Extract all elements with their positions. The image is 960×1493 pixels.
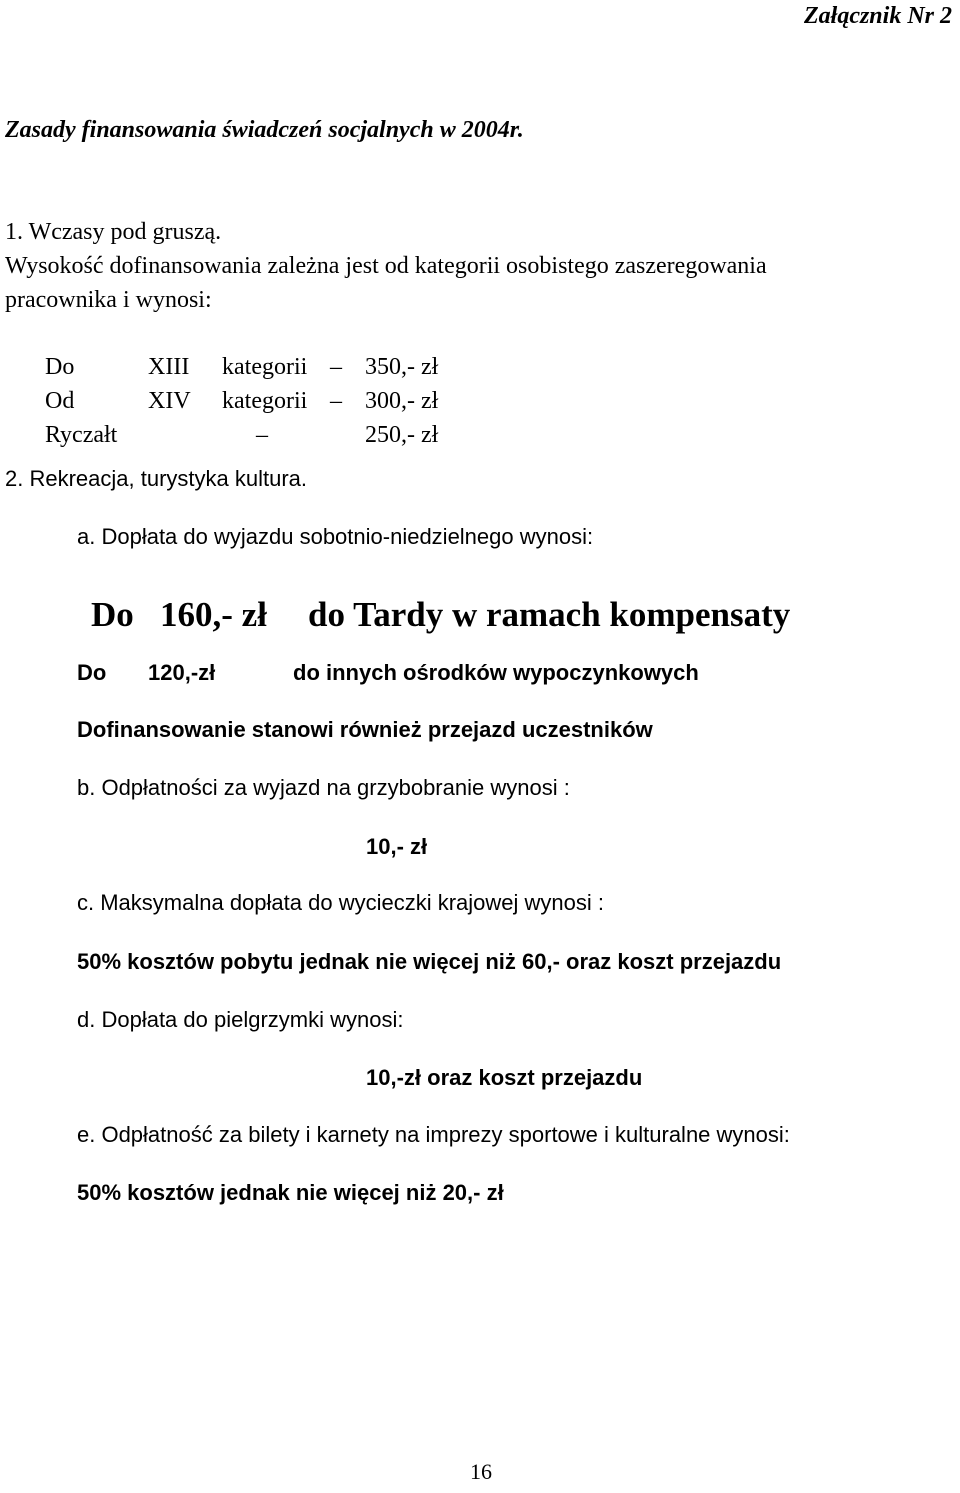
- document-title: Zasady finansowania świadczeń socjalnych w 2004r.: [5, 117, 524, 143]
- item-a-line2-rest: do innych ośrodków wypoczynkowych: [293, 660, 699, 685]
- item-c-amount: 50% kosztów pobytu jednak nie więcej niż 60,- oraz koszt przejazdu: [77, 949, 782, 974]
- row-dash: –: [330, 388, 342, 414]
- section2-heading: 2. Rekreacja, turystyka kultura.: [5, 466, 308, 491]
- row-word: kategorii: [222, 354, 308, 380]
- section1-intro-line2: pracownika i wynosi:: [5, 287, 212, 313]
- row-amount: 300,- zł: [365, 388, 439, 414]
- row-prefix: Do: [45, 354, 75, 380]
- item-a-big-rest: do Tardy w ramach kompensaty: [308, 595, 791, 634]
- row-category: XIV: [148, 388, 191, 414]
- row-category: XIII: [148, 354, 190, 380]
- section1-heading: 1. Wczasy pod gruszą.: [5, 219, 222, 245]
- item-d-amount: 10,-zł oraz koszt przejazdu: [366, 1065, 643, 1090]
- row-amount: 350,- zł: [365, 354, 439, 380]
- row-amount: 250,- zł: [365, 422, 439, 448]
- row-word: kategorii: [222, 388, 308, 414]
- item-e-text: e. Odpłatność za bilety i karnety na imprezy sportowe i kulturalne wynosi:: [77, 1122, 790, 1147]
- item-a-big-amount: 160,- zł: [160, 595, 267, 634]
- item-e-amount: 50% kosztów jednak nie więcej niż 20,- zł: [77, 1180, 504, 1205]
- item-b-text: b. Odpłatności za wyjazd na grzybobranie wynosi :: [77, 775, 570, 800]
- item-c-text: c. Maksymalna dopłata do wycieczki krajowej wynosi :: [77, 890, 604, 915]
- row-prefix: Od: [45, 388, 75, 414]
- row-dash: –: [256, 422, 268, 448]
- attachment-label: Załącznik Nr 2: [803, 3, 952, 29]
- row-dash: –: [330, 354, 342, 380]
- item-a-line3: Dofinansowanie stanowi również przejazd uczestników: [77, 717, 653, 742]
- section1-intro-line1: Wysokość dofinansowania zależna jest od kategorii osobistego zaszeregowania: [5, 253, 767, 279]
- item-a-line2-amount: 120,-zł: [148, 660, 216, 685]
- item-d-text: d. Dopłata do pielgrzymki wynosi:: [77, 1007, 404, 1032]
- item-a-text: a. Dopłata do wyjazdu sobotnio-niedzielnego wynosi:: [77, 524, 594, 549]
- page-number: 16: [470, 1459, 492, 1484]
- item-a-big-prefix: Do: [91, 595, 134, 634]
- item-b-amount: 10,- zł: [366, 834, 428, 859]
- item-a-line2-prefix: Do: [77, 660, 107, 685]
- row-prefix: Ryczałt: [45, 422, 118, 448]
